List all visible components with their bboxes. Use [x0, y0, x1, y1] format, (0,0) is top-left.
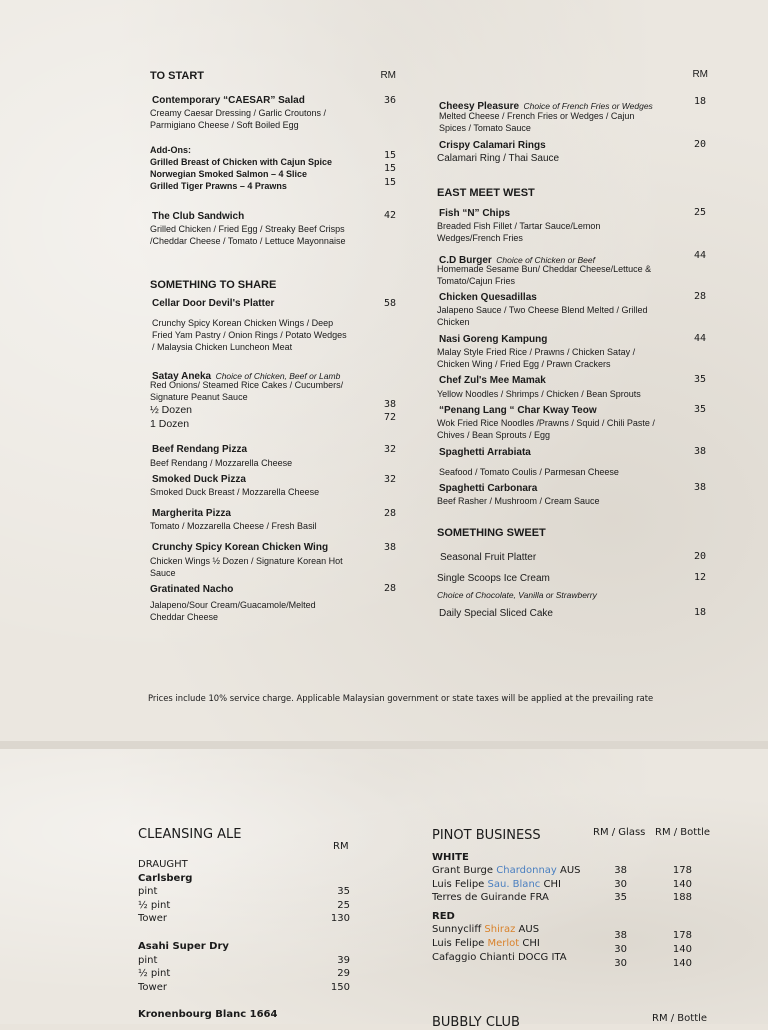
rm-header: RM [692, 69, 708, 80]
item-name: Beef Rendang Pizza [152, 444, 248, 455]
item-choice: Choice of Chicken or Beef [496, 255, 595, 265]
item-desc: Chicken Wing / Fried Egg / Prawn Crackers [437, 359, 611, 369]
red-label: RED [432, 911, 455, 922]
item-desc: Creamy Caesar Dressing / Garlic Croutons / [150, 108, 327, 118]
glass-price: 30 [614, 944, 627, 955]
item-desc: Jalapeno Sauce / Two Cheese Blend Melted / Grilled [437, 305, 648, 315]
item-choice: Choice of Chicken, Beef or Lamb [215, 371, 341, 381]
item-desc: Jalapeno/Sour Cream/Guacamole/Melted [150, 600, 316, 610]
item-price: 12 [693, 572, 706, 583]
addon-price: 15 [383, 163, 396, 174]
grape-highlight: Chardonnay [496, 865, 557, 876]
item-desc: Crunchy Spicy Korean Chicken Wings / Deep [152, 318, 334, 328]
item-choice: Choice of French Fries or Wedges [523, 101, 653, 111]
item-desc: Yellow Noodles / Shrimps / Chicken / Bean Sprouts [437, 389, 641, 399]
wine-name: Sunnycliff Shiraz AUS [432, 924, 540, 935]
item-name: Spaghetti Arrabiata [439, 447, 531, 458]
size-label: Tower [138, 982, 167, 993]
beer-name: Kronenbourg Blanc 1664 [138, 1009, 278, 1020]
grape-highlight: Shiraz [484, 924, 516, 935]
bottle-price: 178 [672, 865, 692, 876]
item-price: 28 [383, 508, 396, 519]
item-price: 28 [693, 291, 706, 302]
item-price: 44 [693, 333, 706, 344]
item-name: Cheesy Pleasure [439, 101, 520, 112]
addon-label: Norwegian Smoked Salmon – 4 Slice [150, 169, 308, 179]
size-label: pint [138, 886, 158, 897]
glass-price: 38 [614, 865, 627, 876]
item-name: Nasi Goreng Kampung [439, 334, 548, 345]
item-desc: Wok Fried Rice Noodles /Prawns / Squid / Chili Paste / [437, 418, 655, 428]
item-desc: Smoked Duck Breast / Mozzarella Cheese [150, 487, 320, 497]
section-title-cleansing-ale: CLEANSING ALE [138, 827, 242, 842]
rm-bottle-header: RM / Bottle [652, 1013, 708, 1024]
size-label: Tower [138, 913, 167, 924]
item-name: Seasonal Fruit Platter [440, 552, 537, 563]
bottle-price: 140 [672, 879, 692, 890]
item-price: 72 [383, 412, 396, 423]
item-desc: Tomato / Mozzarella Cheese / Fresh Basil [150, 521, 317, 531]
grape-highlight: Sau. Blanc [487, 879, 541, 890]
white-label: WHITE [432, 852, 469, 863]
item-desc: Seafood / Tomato Coulis / Parmesan Cheese [439, 467, 619, 477]
item-desc: Fried Yam Pastry / Onion Rings / Potato Wedges [152, 330, 347, 340]
item-desc: Spices / Tomato Sauce [439, 123, 531, 133]
beer-price: 29 [337, 968, 350, 979]
item-desc: Melted Cheese / French Fries or Wedges / Cajun [439, 111, 635, 121]
item-desc: Chicken [437, 317, 470, 327]
item-name: Chef Zul's Mee Mamak [439, 375, 546, 386]
glass-price: 35 [614, 892, 627, 903]
addons-title: Add-Ons: [150, 145, 191, 155]
item-price: 38 [383, 399, 396, 410]
item-name: Smoked Duck Pizza [152, 474, 246, 485]
item-desc: Red Onions/ Steamed Rice Cakes / Cucumbers/ [150, 380, 344, 390]
item-name: Cellar Door Devil's Platter [152, 298, 275, 309]
item-desc: Breaded Fish Fillet / Tartar Sauce/Lemon [437, 221, 601, 231]
item-name: Gratinated Nacho [150, 584, 234, 595]
satay-half-label: ½ Dozen [150, 404, 193, 416]
item-desc: Beef Rasher / Mushroom / Cream Sauce [437, 496, 600, 506]
grape-highlight: Merlot [487, 938, 520, 949]
item-price: 38 [693, 446, 706, 457]
beer-price: 35 [337, 886, 350, 897]
item-price: 42 [383, 210, 396, 221]
bottle-price: 188 [672, 892, 692, 903]
item-desc: Malay Style Fried Rice / Prawns / Chicken Satay / [437, 347, 636, 357]
beer-price: 130 [330, 913, 350, 924]
item-price: 18 [693, 96, 706, 107]
addon-label: Grilled Tiger Prawns – 4 Prawns [150, 181, 287, 191]
size-label: ½ pint [138, 968, 171, 979]
item-name: Contemporary “CAESAR” Salad [152, 95, 305, 106]
item-desc: Tomato/Cajun Fries [437, 276, 516, 286]
item-name: Margherita Pizza [152, 508, 231, 519]
wine-name: Terres de Guirande FRA [432, 892, 549, 903]
wine-name: Grant Burge Chardonnay AUS [432, 865, 581, 876]
item-name: Crunchy Spicy Korean Chicken Wing [152, 542, 329, 553]
drinks-menu-page [0, 749, 768, 1030]
section-title-something-sweet: SOMETHING SWEET [437, 527, 546, 539]
item-desc: Beef Rendang / Mozzarella Cheese [150, 458, 293, 468]
service-charge-note: Prices include 10% service charge. Applicable Malaysian government or state taxes will be applied at the prevailing rate [148, 693, 654, 703]
item-name: C.D Burger [439, 255, 492, 266]
item-choice: Choice of Chocolate, Vanilla or Strawberry [437, 590, 597, 600]
item-price: 38 [383, 542, 396, 553]
item-desc: Parmigiano Cheese / Soft Boiled Egg [150, 120, 299, 130]
wine-name: Cafaggio Chianti DOCG ITA [432, 952, 567, 963]
item-price: 20 [693, 551, 706, 562]
section-title-to-start: TO START [150, 70, 204, 82]
item-price: 44 [693, 250, 706, 261]
item-price: 18 [693, 607, 706, 618]
size-label: ½ pint [138, 900, 171, 911]
item-price: 36 [383, 95, 396, 106]
item-desc: Cheddar Cheese [150, 612, 219, 622]
item-desc: Wedges/French Fries [437, 233, 523, 243]
item-desc: Chives / Bean Sprouts / Egg [437, 430, 551, 440]
glass-price: 30 [614, 958, 627, 969]
addon-label: Grilled Breast of Chicken with Cajun Spice [150, 157, 333, 167]
section-title-pinot-business: PINOT BUSINESS [432, 828, 541, 843]
item-price: 20 [693, 139, 706, 150]
item-name: Daily Special Sliced Cake [439, 608, 553, 619]
item-price: 35 [693, 374, 706, 385]
beer-name: Asahi Super Dry [138, 941, 229, 952]
item-price: 25 [693, 207, 706, 218]
item-name: Crispy Calamari Rings [439, 140, 546, 151]
item-name: Spaghetti Carbonara [439, 483, 538, 494]
item-price: 28 [383, 583, 396, 594]
item-name: Fish “N” Chips [439, 208, 511, 219]
item-desc: Grilled Chicken / Fried Egg / Streaky Beef Crisps [150, 224, 345, 234]
addon-price: 15 [383, 177, 396, 188]
item-desc: /Cheddar Cheese / Tomato / Lettuce Mayonnaise [150, 236, 346, 246]
rm-header: RM [333, 841, 349, 852]
draught-label: DRAUGHT [138, 859, 188, 870]
item-desc: Calamari Ring / Thai Sauce [437, 153, 560, 164]
addon-price: 15 [383, 150, 396, 161]
rm-header: RM [380, 70, 396, 81]
bottle-price: 178 [672, 930, 692, 941]
item-price: 38 [693, 482, 706, 493]
beer-price: 25 [337, 900, 350, 911]
page-divider [0, 741, 768, 749]
item-desc: Homemade Sesame Bun/ Cheddar Cheese/Lettuce & [437, 264, 652, 274]
item-desc: Signature Peanut Sauce [150, 392, 248, 402]
rm-glass-header: RM / Glass [593, 827, 646, 838]
wine-name: Luis Felipe Sau. Blanc CHI [432, 879, 561, 890]
beer-name: Carlsberg [138, 873, 193, 884]
rm-bottle-header: RM / Bottle [655, 827, 711, 838]
item-name: Single Scoops Ice Cream [437, 573, 550, 584]
item-desc: / Malaysia Chicken Luncheon Meat [152, 342, 293, 352]
item-desc: Chicken Wings ½ Dozen / Signature Korean Hot [150, 556, 343, 566]
section-title-east-meet-west: EAST MEET WEST [437, 187, 535, 199]
wine-name: Luis Felipe Merlot CHI [432, 938, 540, 949]
size-label: pint [138, 955, 158, 966]
bottle-price: 140 [672, 958, 692, 969]
item-price: 32 [383, 444, 396, 455]
item-name: Satay Aneka [152, 371, 212, 382]
item-desc: Sauce [150, 568, 176, 578]
glass-price: 38 [614, 930, 627, 941]
item-price: 32 [383, 474, 396, 485]
item-price: 58 [383, 298, 396, 309]
item-name: Chicken Quesadillas [439, 292, 537, 303]
item-name: “Penang Lang “ Char Kway Teow [439, 405, 597, 416]
bottle-price: 140 [672, 944, 692, 955]
section-title-bubbly-club: BUBBLY CLUB [432, 1015, 520, 1030]
item-name: The Club Sandwich [152, 211, 245, 222]
item-price: 35 [693, 404, 706, 415]
satay-dozen-label: 1 Dozen [150, 418, 190, 430]
glass-price: 30 [614, 879, 627, 890]
beer-price: 150 [330, 982, 350, 993]
section-title-share: SOMETHING TO SHARE [150, 279, 277, 291]
beer-price: 39 [337, 955, 350, 966]
